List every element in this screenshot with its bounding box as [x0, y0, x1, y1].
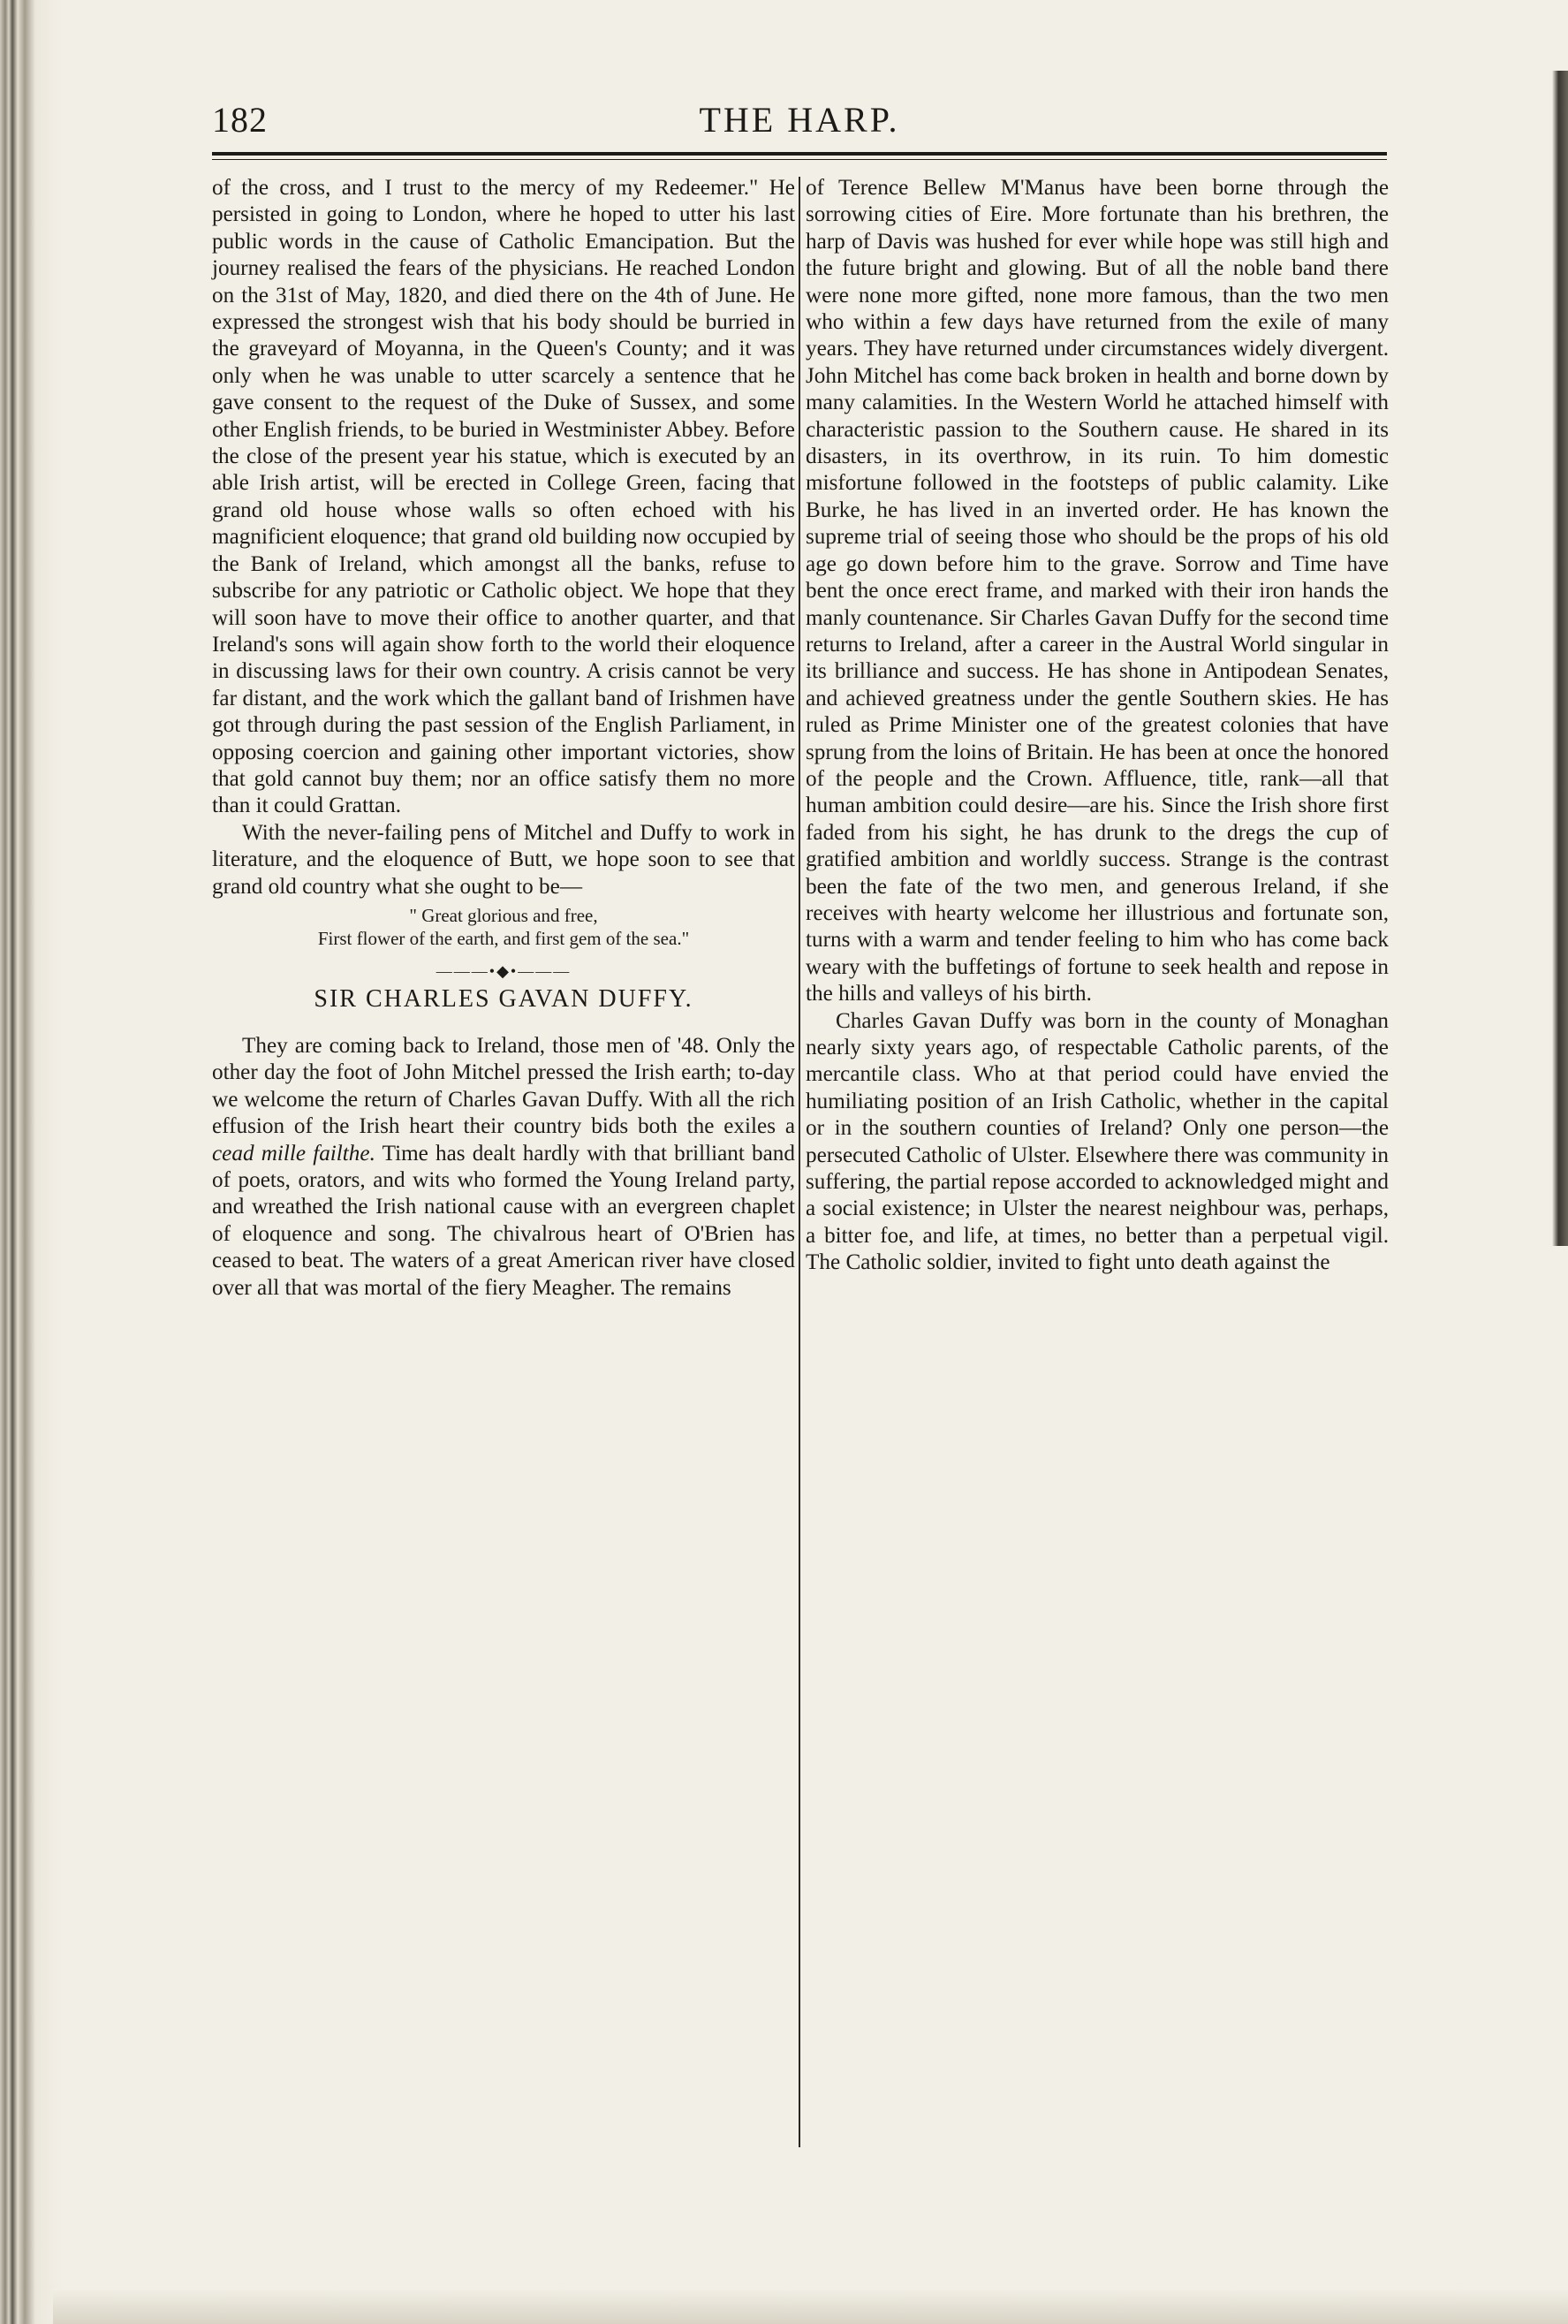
page-bottom-edge [53, 2289, 1568, 2324]
page-header [212, 99, 1387, 152]
running-title: THE HARP. [699, 100, 900, 140]
section-heading: SIR CHARLES GAVAN DUFFY. [314, 984, 693, 1013]
page-binding-edge [0, 0, 62, 2324]
section-ornament: ———•◆•——— [436, 961, 572, 980]
left-paragraph-3 [212, 1033, 795, 1302]
header-rule-thick [212, 152, 1387, 156]
left-paragraph-1: of the cross, and I trust to the mercy of my Redeemer." He persisted in going to London, where he hoped to utter his last public words in the cause of Catholic Emancipation. But the journey realised the fears of the physicians. He reached London on the 31st of May, 1820, and died there on the 4th of June. He expressed the strongest wish that his body should be burried in the graveyard of Moyanna, in the Queen's County; and it was only when he was unable to utter scarcely a sentence that he gave consent to the request of the Duke of Sussex, and some other English friends, to be buried in Westminister Abbey. Before the close of the present year his statue, which is executed by an able Irish artist, will be erected in College Green, facing that grand old house whose walls so often echoed with his magnificient eloquence; that grand old building now occupied by the Bank of Ireland, which amongst all the banks, refuse to subscribe for any patriotic or Catholic object. We hope that they will soon have to move their office to another quarter, and that Ireland's sons will again show forth to the world their eloquence in discussing laws for their own country. A crisis cannot be very far distant, and the work which the gallant band of Irishmen have got through during the past session of the English Parliament, in opposing coercion and gaining other important victories, show that gold cannot buy them; nor an office satisfy them no more than it could Grattan. [212, 176, 795, 818]
page-number: 182 [212, 100, 268, 140]
verse-line-2: First flower of the earth, and first gem of the sea." [317, 927, 690, 949]
paragraph-3-text-b: Time has dealt hardly with that brilliant band of poets, orators, and wits who formed the Young Ireland party, and wreathed the Irish national cause with an evergreen chaplet of eloquence and song. The chivalrous heart of O'Brien has ceased to beat. The waters of a great American river have closed over all that was mortal of the fiery Meagher. The remains [212, 1141, 795, 1300]
paragraph-3-text-a: They are coming back to Ireland, those men of '48. Only the other day the foot of John Mitchel pressed the Irish earth; to-day we welcome the return of Charles Gavan Duffy. With all the rich effusion of the Irish heart their country bids both the exiles a [212, 1033, 795, 1139]
right-paragraph-2: Charles Gavan Duffy was born in the county of Monaghan nearly sixty years ago, of respectable Catholic parents, of the mercantile class. Who at that period could have envied the humiliating position of an Irish Catholic, whether in the capital or in the southern counties of Ireland? Only one person—the persecuted Catholic of Ulster. Elsewhere there was community in suffering, the partial repose accorded to acknowledged might and a social existence; in Ulster the nearest neighbour was, perhaps, a bitter foe, and life, at times, no better than a perpetual vigil. The Catholic soldier, invited to fight unto death against the [806, 1008, 1389, 1275]
paragraph-3-italic: cead mille failthe. [212, 1141, 375, 1166]
verse-line-1: " Great glorious and free, [409, 904, 598, 926]
left-column [212, 175, 795, 1302]
column-divider [799, 177, 800, 2147]
page-edge-shadow [1552, 71, 1568, 1246]
verse-quote [212, 904, 795, 950]
left-paragraph-2: With the never-failing pens of Mitchel and Duffy to work in literature, and the eloquence of Butt, we hope soon to see that grand old country what she ought to be— [212, 820, 795, 899]
right-column [806, 175, 1389, 1277]
header-rule-thin [212, 159, 1387, 160]
right-paragraph-1: of Terence Bellew M'Manus have been borne through the sorrowing cities of Eire. More fortunate than his brethren, the harp of Davis was hushed for ever while hope was still high and the future bright and glowing. But of all the noble band there were none more gifted, none more famous, than the two men who within a few days have returned from the exile of many years. They have returned under circumstances widely divergent. John Mitchel has come back broken in health and borne down by many calamities. In the Western World he attached himself with characteristic passion to the Southern cause. He shared in its disasters, in its overthrow, in its ruin. To him domestic misfortune followed in the footsteps of public calamity. Like Burke, he has lived in an inverted order. He has known the supreme trial of seeing those who should be the props of his old age go down before him to the grave. Sorrow and Time have bent the once erect frame, and marked with their iron hands the manly countenance. Sir Charles Gavan Duffy for the second time returns to Ireland, after a career in the Austral World singular in its brilliance and success. He has shone in Antipodean Senates, and achieved greatness under the gentle Southern skies. He has ruled as Prime Minister one of the greatest colonies that have sprung from the loins of Britain. He has been at once the honored of the people and the Crown. Affluence, title, rank—all that human ambition could desire—are his. Since the Irish shore first faded from his sight, he has drunk to the dregs the cup of gratified ambition and worldly success. Strange is the contrast been the fate of the two men, and generous Ireland, if she receives with hearty welcome her illustrious and fortunate son, turns with a warm and tender feeling to him who has come back weary with the buffetings of fortune to seek health and repose in the hills and valleys of his birth. [806, 176, 1389, 1006]
